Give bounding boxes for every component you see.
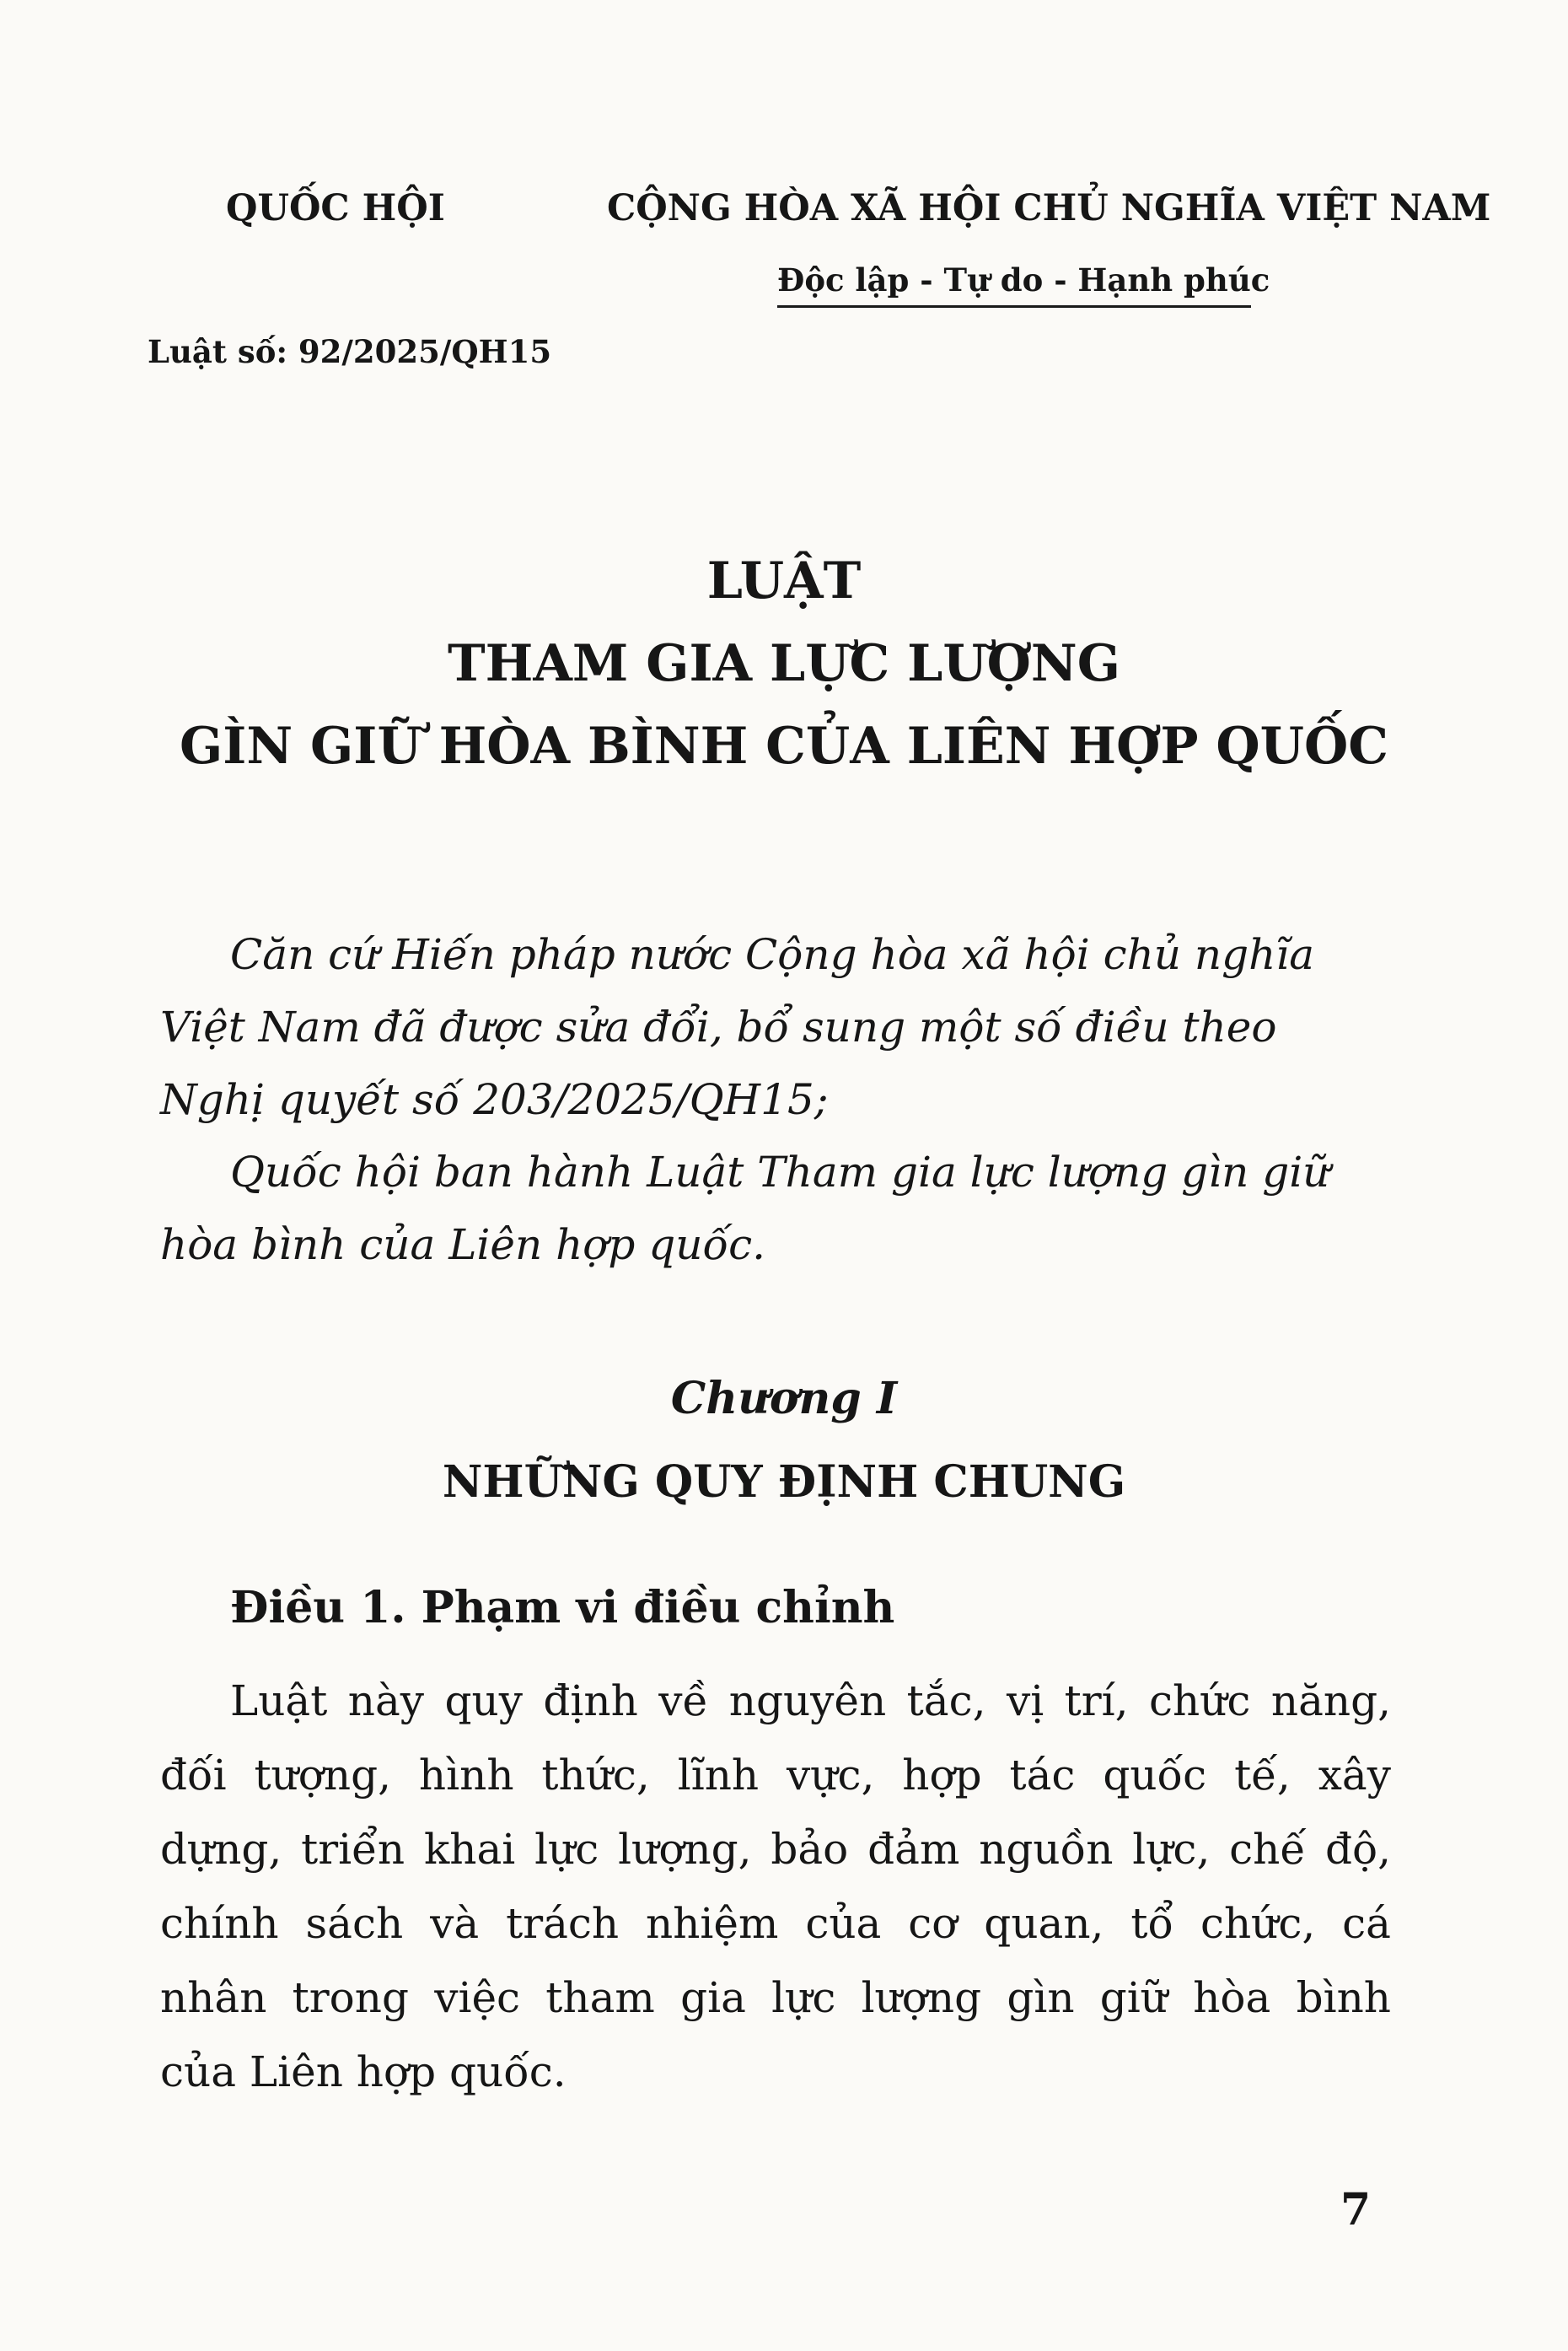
preamble-line: Nghị quyết số 203/2025/QH15; (160, 1075, 829, 1124)
article-text-line: Luật này quy định về nguyên tắc, vị trí, chức năng, (230, 1676, 1391, 1725)
page-number: 7 (1340, 2184, 1372, 2235)
preamble-line: hòa bình của Liên hợp quốc. (160, 1220, 765, 1269)
law-title-line: GÌN GIỮ HÒA BÌNH CỦA LIÊN HỢP QUỐC (180, 717, 1388, 776)
law-number: Luật số: 92/2025/QH15 (148, 333, 552, 370)
article-text-line: của Liên hợp quốc. (160, 2047, 567, 2096)
national-title: CỘNG HÒA XÃ HỘI CHỦ NGHĨA VIỆT NAM (607, 187, 1491, 229)
law-title-line: THAM GIA LỰC LƯỢNG (448, 634, 1120, 693)
national-motto: Độc lập - Tự do - Hạnh phúc (777, 261, 1270, 299)
article-text-line: đối tượng, hình thức, lĩnh vực, hợp tác quốc tế, xây (160, 1751, 1391, 1800)
chapter-title: NHỮNG QUY ĐỊNH CHUNG (442, 1456, 1126, 1508)
preamble-line: Việt Nam đã được sửa đổi, bổ sung một số điều theo (160, 1003, 1277, 1052)
issuing-agency: QUỐC HỘI (226, 187, 445, 229)
preamble-line: Căn cứ Hiến pháp nước Cộng hòa xã hội chủ nghĩa (230, 930, 1315, 979)
article-text-line: dựng, triển khai lực lượng, bảo đảm nguồn lực, chế độ, (160, 1825, 1391, 1874)
article-text-line: nhân trong việc tham gia lực lượng gìn giữ hòa bình (160, 1973, 1391, 2022)
preamble-line: Quốc hội ban hành Luật Tham gia lực lượng gìn giữ (230, 1148, 1330, 1197)
law-title-label: LUẬT (706, 551, 862, 611)
article-heading: Điều 1. Phạm vi điều chỉnh (230, 1582, 895, 1633)
article-text-line: chính sách và trách nhiệm của cơ quan, tổ chức, cá (160, 1899, 1391, 1948)
motto-underline (777, 305, 1251, 308)
chapter-number: Chương I (670, 1373, 898, 1424)
